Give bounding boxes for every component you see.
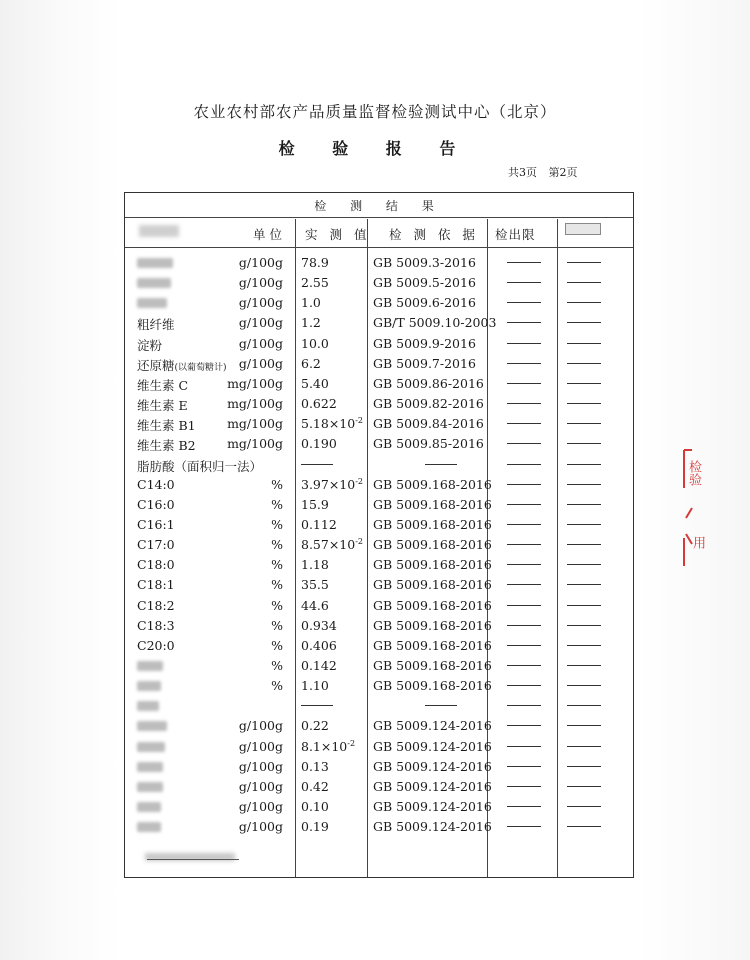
row-unit: % xyxy=(271,516,283,532)
row-value-text: 10.0 xyxy=(301,335,329,351)
redacted-header xyxy=(139,225,179,237)
last-column-dash xyxy=(567,484,601,485)
detection-limit-dash xyxy=(507,705,541,706)
row-test-basis: GB 5009.124-2016 xyxy=(373,799,492,815)
row-test-basis: GB 5009.168-2016 xyxy=(373,678,492,694)
row-value-text: 44.6 xyxy=(301,597,329,613)
table-row xyxy=(125,636,633,656)
row-item-name xyxy=(137,336,162,354)
row-value xyxy=(301,799,329,814)
detection-limit-dash xyxy=(507,685,541,686)
last-column-dash xyxy=(567,826,601,827)
row-value xyxy=(301,315,321,330)
basis-separator-line xyxy=(425,464,457,465)
row-value-text: 0.406 xyxy=(301,637,337,653)
row-value xyxy=(301,739,355,754)
last-column-dash xyxy=(567,665,601,666)
table-row xyxy=(125,817,633,837)
row-value-text: 1.0 xyxy=(301,295,321,311)
row-item-name-text: 脂肪酸（面积归一法） xyxy=(137,458,263,474)
row-value-exponent: -2 xyxy=(347,738,356,748)
last-column-dash xyxy=(567,443,601,444)
row-item-name-text: 维生素 B1 xyxy=(137,418,196,434)
row-unit: g/100g xyxy=(238,778,283,794)
row-test-basis: GB 5009.86-2016 xyxy=(373,375,484,391)
table-row xyxy=(125,596,633,616)
last-column-dash xyxy=(567,423,601,424)
row-test-basis: GB 5009.168-2016 xyxy=(373,496,492,512)
row-item-name-text: 还原糖 xyxy=(137,357,175,373)
row-item-name xyxy=(137,396,188,414)
table-row xyxy=(125,434,633,454)
row-test-basis: GB 5009.5-2016 xyxy=(373,275,476,291)
detection-limit-dash xyxy=(507,302,541,303)
row-test-basis: GB 5009.124-2016 xyxy=(373,738,492,754)
row-test-basis: GB/T 5009.10-2003 xyxy=(373,315,497,331)
row-value xyxy=(301,718,329,733)
row-value xyxy=(301,618,337,633)
redacted-item-name xyxy=(137,802,161,812)
row-value xyxy=(301,255,329,270)
table-row xyxy=(125,797,633,817)
row-value-text: 8.57×10 xyxy=(301,537,356,553)
last-column-dash xyxy=(567,725,601,726)
row-item-name-text: C14:0 xyxy=(137,476,175,492)
detection-limit-dash xyxy=(507,786,541,787)
table-row xyxy=(125,475,633,495)
row-unit: g/100g xyxy=(238,718,283,734)
row-test-basis: GB 5009.85-2016 xyxy=(373,436,484,452)
stamp-text-bottom: 用 xyxy=(690,536,705,549)
last-column-dash xyxy=(567,282,601,283)
last-column-dash xyxy=(567,685,601,686)
table-row xyxy=(125,555,633,575)
row-unit: g/100g xyxy=(238,295,283,311)
row-unit: % xyxy=(271,658,283,673)
row-value xyxy=(301,436,337,451)
row-unit: mg/100g xyxy=(227,436,283,452)
row-unit: % xyxy=(271,597,283,613)
row-value-text: 0.42 xyxy=(301,778,329,794)
table-row xyxy=(125,716,633,736)
row-unit: g/100g xyxy=(238,799,283,815)
last-column-dash xyxy=(567,504,601,505)
detection-limit-dash xyxy=(507,725,541,726)
row-value xyxy=(301,779,329,794)
row-item-name xyxy=(137,497,175,512)
table-row xyxy=(125,737,633,757)
detection-limit-dash xyxy=(507,625,541,626)
last-column-dash xyxy=(567,584,601,585)
row-item-name-text: C17:0 xyxy=(137,537,175,553)
row-item-name-text: C20:0 xyxy=(137,637,175,653)
last-column-dash xyxy=(567,464,601,465)
table-row xyxy=(125,394,633,414)
detection-limit-dash xyxy=(507,423,541,424)
row-value-text: 0.13 xyxy=(301,758,329,774)
last-column-dash xyxy=(567,383,601,384)
row-value-text: 2.55 xyxy=(301,275,329,291)
page-info xyxy=(500,164,578,180)
row-item-name-text: 淀粉 xyxy=(137,337,163,353)
last-column-dash xyxy=(567,806,601,807)
table-row xyxy=(125,696,633,716)
row-item-name xyxy=(137,457,262,475)
row-value xyxy=(301,517,337,532)
last-column-dash xyxy=(567,605,601,606)
row-value-text: 35.5 xyxy=(301,577,329,593)
stamp-border xyxy=(682,448,722,572)
table-row xyxy=(125,656,633,676)
last-column-dash xyxy=(567,403,601,404)
detection-limit-dash xyxy=(507,282,541,283)
table-row xyxy=(125,535,633,555)
row-unit: mg/100g xyxy=(227,396,283,412)
row-test-basis: GB 5009.168-2016 xyxy=(373,597,492,613)
detection-limit-dash xyxy=(507,262,541,263)
signature-line xyxy=(147,859,239,860)
row-value xyxy=(301,356,321,371)
row-test-basis: GB 5009.168-2016 xyxy=(373,658,492,673)
table-row xyxy=(125,334,633,354)
row-unit: mg/100g xyxy=(227,416,283,432)
row-value-text: 5.40 xyxy=(301,375,329,391)
row-value xyxy=(301,295,321,310)
row-unit: g/100g xyxy=(238,275,283,291)
redacted-item-name xyxy=(137,721,167,731)
redacted-item-name xyxy=(137,742,165,752)
row-unit: % xyxy=(271,637,283,653)
row-value xyxy=(301,638,337,653)
table-row xyxy=(125,757,633,777)
redacted-item-name xyxy=(137,298,167,308)
row-value-text: 0.622 xyxy=(301,396,337,412)
row-test-basis: GB 5009.82-2016 xyxy=(373,396,484,412)
row-value xyxy=(301,275,329,290)
table-row xyxy=(125,293,633,313)
detection-limit-dash xyxy=(507,584,541,585)
row-value-text: 0.190 xyxy=(301,436,337,452)
stamp-text-top: 检验 xyxy=(686,460,701,486)
row-unit: mg/100g xyxy=(227,375,283,391)
row-item-name xyxy=(137,638,175,653)
row-test-basis: GB 5009.7-2016 xyxy=(373,355,476,371)
detection-limit-dash xyxy=(507,464,541,465)
row-item-name xyxy=(137,537,175,552)
row-test-basis: GB 5009.84-2016 xyxy=(373,416,484,432)
last-column-dash xyxy=(567,786,601,787)
row-value xyxy=(301,416,363,431)
row-value-text: 0.10 xyxy=(301,799,329,815)
red-stamp xyxy=(682,448,722,572)
last-column-dash xyxy=(567,343,601,344)
table-caption: 检 测 结 果 xyxy=(314,199,444,213)
row-item-name-text: C16:1 xyxy=(137,516,175,532)
row-test-basis: GB 5009.168-2016 xyxy=(373,537,492,553)
detection-limit-dash xyxy=(507,343,541,344)
row-value-text: 0.22 xyxy=(301,718,329,734)
detection-limit-dash xyxy=(507,403,541,404)
row-value xyxy=(301,497,329,512)
row-item-name-text: 维生素 B2 xyxy=(137,438,196,454)
row-test-basis: GB 5009.168-2016 xyxy=(373,476,492,492)
row-value-text: 6.2 xyxy=(301,355,321,371)
detection-limit-dash xyxy=(507,484,541,485)
row-value-text: 0.142 xyxy=(301,658,337,673)
row-item-name xyxy=(137,477,175,492)
row-unit: % xyxy=(271,537,283,553)
row-unit: g/100g xyxy=(238,738,283,754)
row-value-text: 5.18×10 xyxy=(301,416,356,432)
row-item-name xyxy=(137,376,188,394)
table-row xyxy=(125,374,633,394)
table-row xyxy=(125,273,633,293)
row-value-text: 0.19 xyxy=(301,819,329,835)
row-value xyxy=(301,678,329,693)
value-separator-line xyxy=(301,464,333,465)
column-header-value: 实 测 值 xyxy=(305,227,371,242)
last-column-dash xyxy=(567,363,601,364)
detection-limit-dash xyxy=(507,544,541,545)
row-unit: % xyxy=(271,496,283,512)
detection-limit-dash xyxy=(507,504,541,505)
last-column-dash xyxy=(567,564,601,565)
detection-limit-dash xyxy=(507,806,541,807)
row-value-text: 15.9 xyxy=(301,496,329,512)
row-value xyxy=(301,598,329,613)
detection-limit-dash xyxy=(507,826,541,827)
row-unit: g/100g xyxy=(238,355,283,371)
row-unit: g/100g xyxy=(238,758,283,774)
row-test-basis: GB 5009.124-2016 xyxy=(373,758,492,774)
table-row xyxy=(125,414,633,434)
row-value xyxy=(301,819,329,834)
row-item-name-text: 粗纤维 xyxy=(137,317,175,333)
redacted-item-name xyxy=(137,822,161,832)
row-value xyxy=(301,477,363,492)
last-column-dash xyxy=(567,524,601,525)
redacted-item-name xyxy=(137,661,163,671)
detection-limit-dash xyxy=(507,524,541,525)
row-test-basis: GB 5009.3-2016 xyxy=(373,255,476,270)
detection-limit-dash xyxy=(507,322,541,323)
row-test-basis: GB 5009.124-2016 xyxy=(373,819,492,835)
page-number: 第2页 xyxy=(548,166,578,179)
organization-title: 农业农村部农产品质量监督检验测试中心（北京） xyxy=(193,103,557,121)
row-value-text: 1.18 xyxy=(301,557,329,573)
row-item-name-text: 维生素 E xyxy=(137,398,188,414)
row-item-name-text: C18:3 xyxy=(137,617,175,633)
row-value xyxy=(301,577,329,592)
last-column-dash xyxy=(567,645,601,646)
row-item-name xyxy=(137,598,175,613)
row-test-basis: GB 5009.168-2016 xyxy=(373,637,492,653)
last-column-dash xyxy=(567,322,601,323)
row-item-name xyxy=(137,517,175,532)
table-row xyxy=(125,515,633,535)
row-item-name-text: C18:2 xyxy=(137,597,175,613)
detection-limit-dash xyxy=(507,564,541,565)
row-value xyxy=(301,376,329,391)
row-value-exponent: -2 xyxy=(355,537,364,547)
table-row xyxy=(125,777,633,797)
row-value xyxy=(301,537,363,552)
last-column-dash xyxy=(567,262,601,263)
row-item-name-text: C18:0 xyxy=(137,557,175,573)
row-unit: g/100g xyxy=(238,255,283,270)
detection-limit-dash xyxy=(507,746,541,747)
detection-limit-dash xyxy=(507,605,541,606)
table-row xyxy=(125,313,633,333)
row-item-name-text: C16:0 xyxy=(137,496,175,512)
row-value xyxy=(301,396,337,411)
report-title: 检 验 报 告 xyxy=(278,139,472,158)
row-value-text: 0.934 xyxy=(301,617,337,633)
table-row xyxy=(125,575,633,595)
row-unit: g/100g xyxy=(238,335,283,351)
row-test-basis: GB 5009.168-2016 xyxy=(373,516,492,532)
table-row xyxy=(125,495,633,515)
total-pages: 共3页 xyxy=(508,166,537,179)
row-unit: g/100g xyxy=(238,315,283,331)
redacted-item-name xyxy=(137,701,159,711)
row-value-text: 1.10 xyxy=(301,678,329,694)
row-item-name-text: C18:1 xyxy=(137,577,175,593)
last-column-dash xyxy=(567,705,601,706)
last-column-dash xyxy=(567,746,601,747)
row-test-basis: GB 5009.168-2016 xyxy=(373,577,492,593)
row-test-basis: GB 5009.168-2016 xyxy=(373,557,492,573)
row-unit: % xyxy=(271,617,283,633)
row-test-basis: GB 5009.168-2016 xyxy=(373,617,492,633)
detection-limit-dash xyxy=(507,443,541,444)
row-unit: g/100g xyxy=(238,819,283,835)
row-value xyxy=(301,658,337,673)
row-item-name xyxy=(137,315,175,333)
row-test-basis: GB 5009.6-2016 xyxy=(373,295,476,311)
redacted-item-name xyxy=(137,681,161,691)
redacted-item-name xyxy=(137,782,163,792)
row-test-basis: GB 5009.9-2016 xyxy=(373,335,476,351)
basis-separator-line xyxy=(425,705,457,706)
row-value-exponent: -2 xyxy=(355,476,364,486)
detection-limit-dash xyxy=(507,383,541,384)
row-test-basis: GB 5009.124-2016 xyxy=(373,718,492,734)
redacted-item-name xyxy=(137,258,173,268)
row-unit: % xyxy=(271,577,283,593)
row-unit: % xyxy=(271,476,283,492)
value-separator-line xyxy=(301,705,333,706)
row-value-text: 3.97×10 xyxy=(301,476,356,492)
table-row xyxy=(125,455,633,475)
detection-limit-dash xyxy=(507,665,541,666)
row-item-name xyxy=(137,436,196,454)
last-column-dash xyxy=(567,766,601,767)
row-value-text: 1.2 xyxy=(301,315,321,331)
last-column-dash xyxy=(567,302,601,303)
redacted-header-box xyxy=(565,223,601,235)
row-value xyxy=(301,557,329,572)
redacted-item-name xyxy=(137,278,171,288)
row-item-name xyxy=(137,618,175,633)
row-item-name-text: 维生素 C xyxy=(137,377,189,393)
table-row xyxy=(125,676,633,696)
row-value xyxy=(301,336,329,351)
row-item-name xyxy=(137,557,175,572)
row-test-basis: GB 5009.124-2016 xyxy=(373,778,492,794)
table-row xyxy=(125,354,633,374)
row-value xyxy=(301,759,329,774)
table-row xyxy=(125,253,633,273)
column-header-basis: 检 测 依 据 xyxy=(389,227,479,242)
last-column-dash xyxy=(567,544,601,545)
row-unit: % xyxy=(271,678,283,694)
row-unit: % xyxy=(271,557,283,573)
row-value-exponent: -2 xyxy=(355,416,364,426)
row-item-name xyxy=(137,416,196,434)
detection-limit-dash xyxy=(507,766,541,767)
detection-limit-dash xyxy=(507,363,541,364)
results-table xyxy=(124,192,634,878)
row-value-text: 0.112 xyxy=(301,516,337,532)
row-value-text: 8.1×10 xyxy=(301,738,348,754)
column-header-unit: 单位 xyxy=(253,227,287,242)
detection-limit-dash xyxy=(507,645,541,646)
last-column-dash xyxy=(567,625,601,626)
row-item-note: (以葡萄糖计) xyxy=(174,362,227,373)
redacted-item-name xyxy=(137,762,163,772)
table-row xyxy=(125,616,633,636)
row-item-name xyxy=(137,577,175,592)
row-item-name xyxy=(137,356,227,374)
caption-divider xyxy=(125,217,633,218)
row-value-text: 78.9 xyxy=(301,255,329,270)
column-header-limit: 检出限 xyxy=(495,227,536,242)
